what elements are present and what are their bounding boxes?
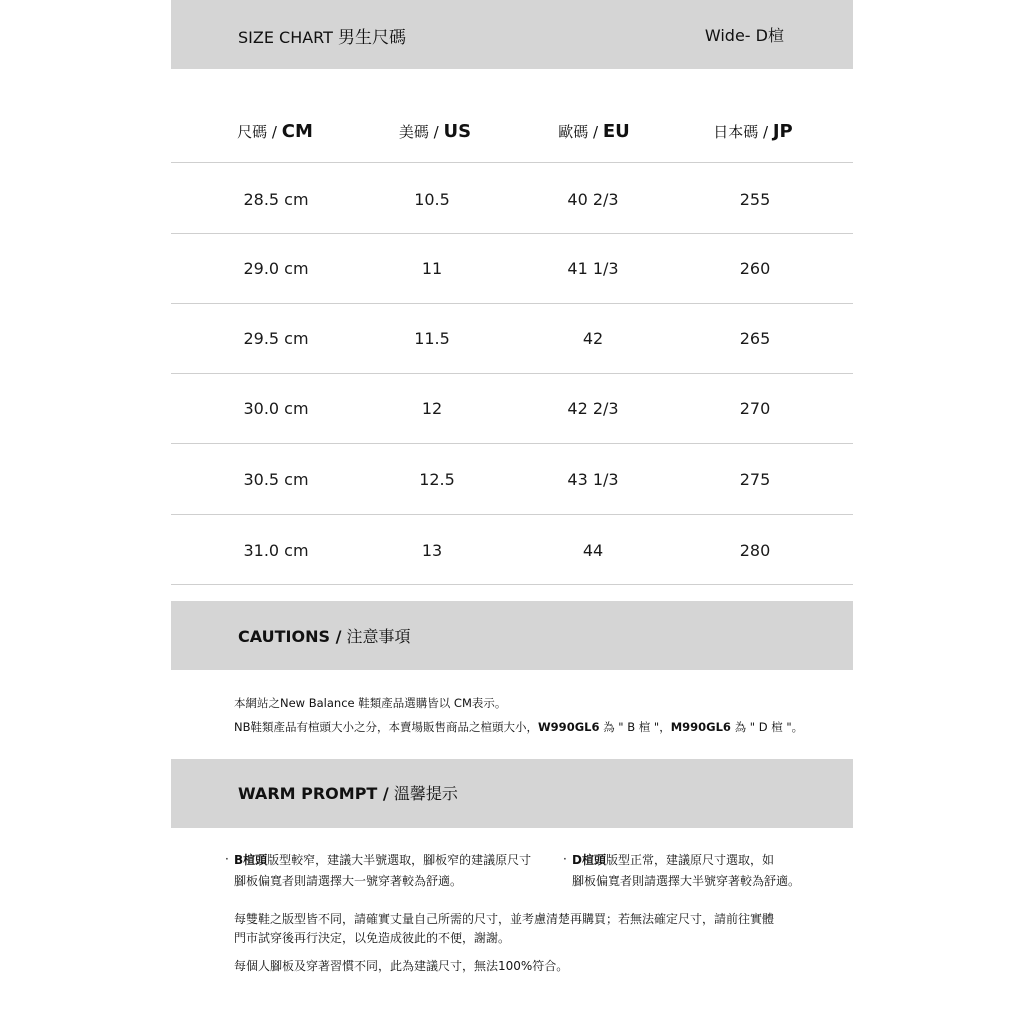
cautions-header [171, 601, 853, 670]
cell-cm: 29.5 cm [243, 329, 309, 348]
cell-cm: 30.5 cm [243, 470, 309, 489]
column-header-label: 日本碼 / [713, 123, 769, 141]
cell-eu: 43 1/3 [567, 470, 619, 489]
row-divider [171, 584, 853, 585]
fit-advice-paragraph [234, 910, 814, 948]
cautions-line-2 [234, 719, 803, 735]
table-row [0, 190, 1024, 214]
row-divider [171, 514, 853, 515]
width-label: Wide- D楦 [704, 26, 784, 45]
column-header-label: 美碼 / [398, 123, 439, 141]
table-row [0, 259, 1024, 283]
cautions-title [238, 624, 411, 647]
cell-us: 12.5 [419, 470, 455, 489]
table-header-row [0, 121, 1024, 145]
column-header-unit: EU [602, 121, 630, 142]
table-row [0, 470, 1024, 494]
cell-jp: 255 [739, 190, 771, 209]
row-divider [171, 373, 853, 374]
row-divider [171, 233, 853, 234]
cell-cm: 31.0 cm [243, 541, 309, 560]
fit-advice-line-2: 門市試穿後再行決定，以免造成彼此的不便，謝謝。 [234, 931, 511, 945]
column-header-us [355, 121, 515, 142]
table-row [0, 399, 1024, 423]
cell-eu: 44 [582, 541, 604, 560]
cell-us: 11 [421, 259, 443, 278]
b-last-note-line-1 [234, 850, 564, 871]
cautions-line-2-text: 為 " D 楦 "。 [730, 720, 804, 734]
b-last-note [234, 850, 564, 892]
cell-eu: 40 2/3 [567, 190, 619, 209]
column-header-unit: CM [281, 121, 313, 142]
d-last-label: D楦頭 [572, 853, 606, 867]
cell-us: 13 [421, 541, 443, 560]
b-last-text: 版型較窄，建議大半號選取，腳板窄的建議原尺寸 [267, 853, 532, 867]
disclaimer-paragraph: 每個人腳板及穿著習慣不同，此為建議尺寸，無法100%符合。 [234, 959, 569, 973]
column-header-label: 尺碼 / [237, 123, 277, 141]
table-row [0, 541, 1024, 565]
bullet-icon: · [225, 852, 229, 866]
warm-prompt-header [171, 759, 853, 828]
warm-prompt-title-cjk: 溫馨提示 [393, 784, 458, 803]
d-last-note [572, 850, 812, 892]
cell-cm: 30.0 cm [243, 399, 309, 418]
size-chart-header [171, 0, 853, 69]
b-last-note-line-2: 腳板偏寬者則請選擇大一號穿著較為舒適。 [234, 874, 463, 888]
cautions-title-latin: CAUTIONS / [238, 627, 342, 646]
size-chart-title-cjk: 男生尺碼 [338, 28, 406, 48]
row-divider [171, 443, 853, 444]
cell-us: 12 [421, 399, 443, 418]
fit-advice-line-1: 每雙鞋之版型皆不同，請確實丈量自己所需的尺寸，並考慮清楚再購買；若無法確定尺寸，請前往實體 [234, 912, 775, 926]
cell-eu: 42 [582, 329, 604, 348]
model-code: W990GL6 [538, 720, 600, 734]
column-header-eu [514, 121, 674, 142]
cell-cm: 28.5 cm [243, 190, 309, 209]
cell-jp: 260 [739, 259, 771, 278]
table-row [0, 329, 1024, 353]
model-code: M990GL6 [670, 720, 731, 734]
column-header-label: 歐碼 / [558, 123, 599, 141]
cell-eu: 42 2/3 [567, 399, 619, 418]
size-chart-title [238, 23, 406, 48]
row-divider [171, 162, 853, 163]
d-last-note-line-2: 腳板偏寬者則請選擇大半號穿著較為舒適。 [572, 874, 801, 888]
warm-prompt-title-latin: WARM PROMPT / [238, 784, 389, 803]
column-header-unit: US [443, 121, 472, 142]
cautions-line-1: 本網站之New Balance 鞋類產品選購皆以 CM表示。 [234, 696, 507, 710]
column-header-jp [673, 121, 833, 142]
warm-prompt-title [238, 781, 458, 804]
cell-jp: 280 [739, 541, 771, 560]
cell-us: 11.5 [414, 329, 450, 348]
cell-jp: 275 [739, 470, 771, 489]
d-last-text: 版型正常，建議原尺寸選取，如 [605, 853, 774, 867]
cell-jp: 270 [739, 399, 771, 418]
cautions-title-cjk: 注意事項 [346, 627, 411, 646]
cell-jp: 265 [739, 329, 771, 348]
cell-cm: 29.0 cm [243, 259, 309, 278]
column-header-unit: JP [772, 121, 793, 142]
bullet-icon: · [563, 852, 567, 866]
d-last-note-line-1 [572, 850, 812, 871]
column-header-cm [195, 121, 355, 142]
cautions-line-2-text: 為 " B 楦 "， [599, 720, 671, 734]
size-chart-title-latin: SIZE CHART [238, 28, 333, 47]
cell-eu: 41 1/3 [567, 259, 619, 278]
cell-us: 10.5 [414, 190, 450, 209]
cautions-line-2-text: NB鞋類產品有楦頭大小之分，本賣場販售商品之楦頭大小， [234, 720, 538, 734]
row-divider [171, 303, 853, 304]
b-last-label: B楦頭 [234, 853, 268, 867]
